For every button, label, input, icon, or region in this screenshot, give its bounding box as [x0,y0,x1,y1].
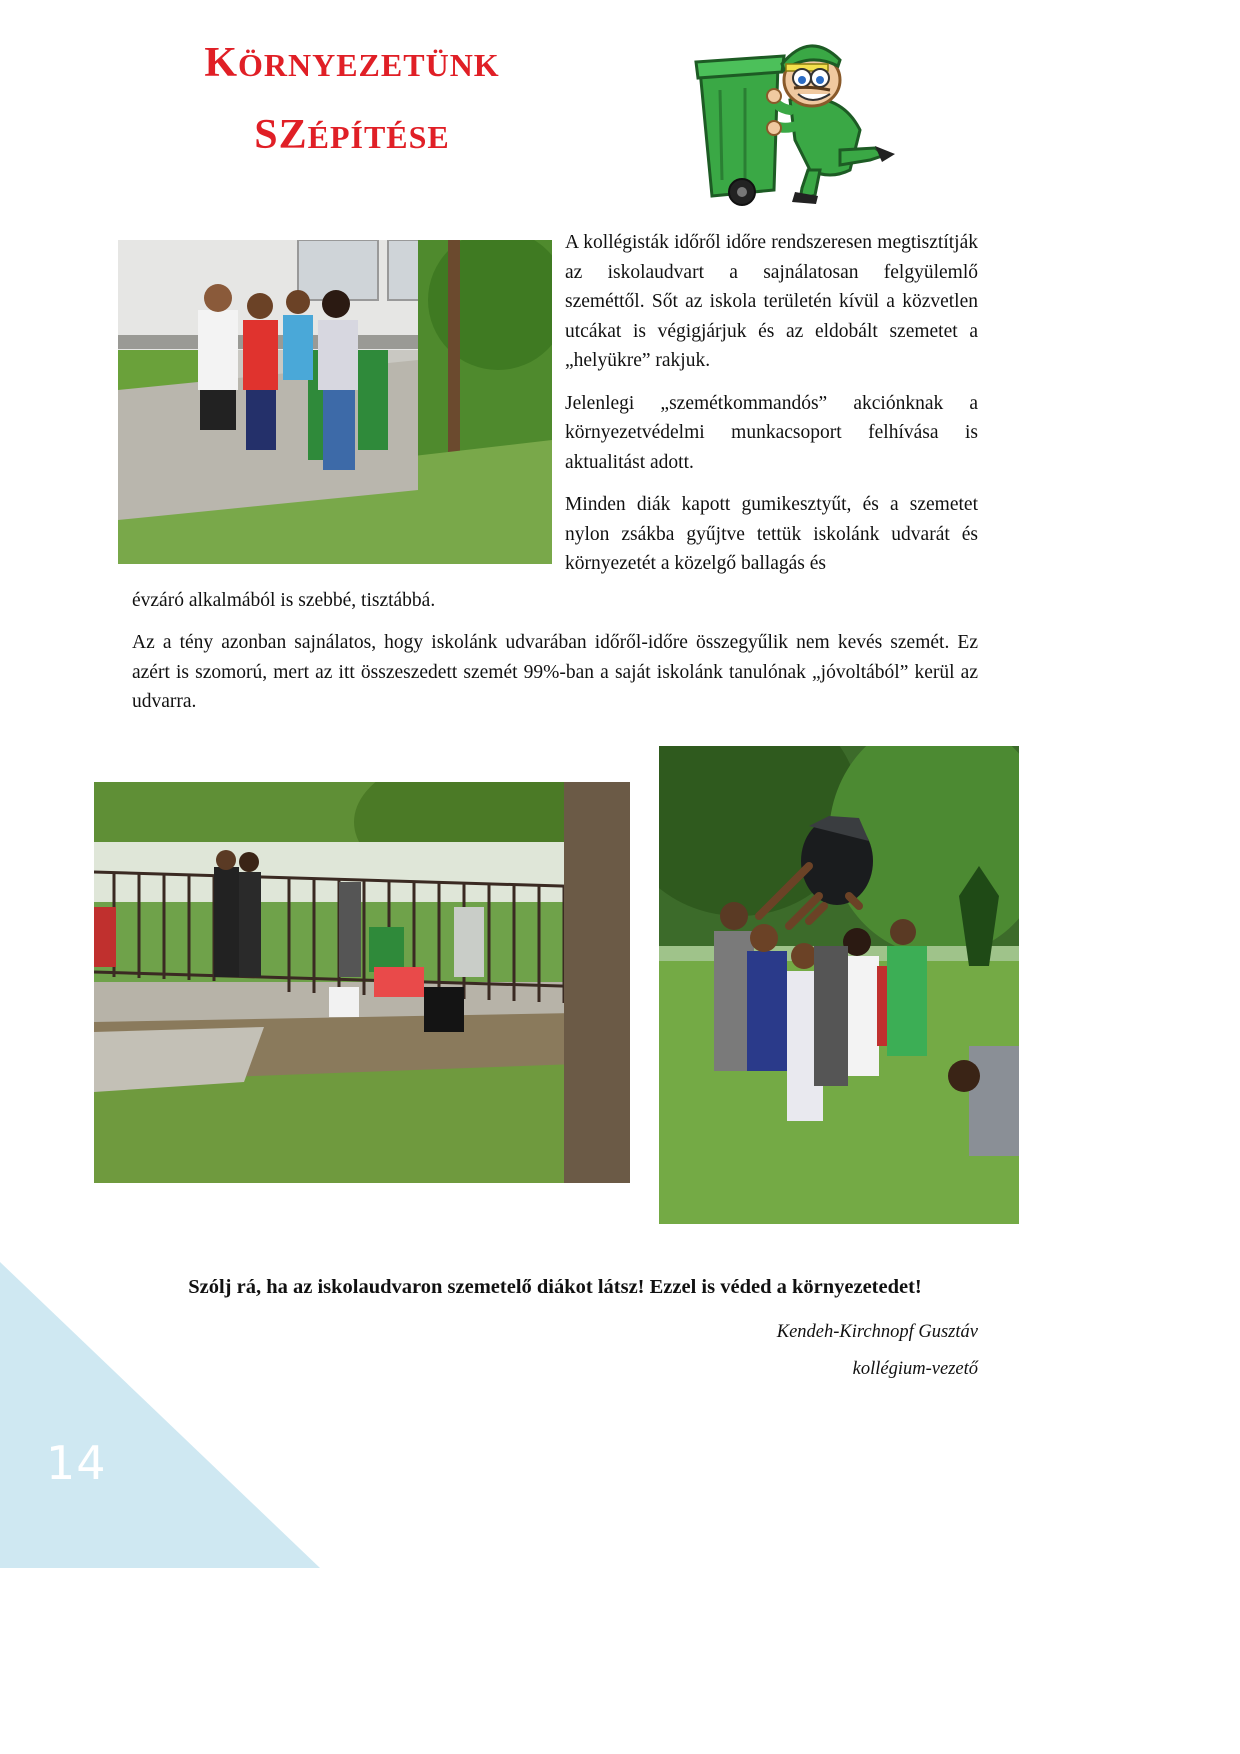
paragraph-2: Jelenlegi „szemétkommandós” akciónknak a környezetvédelmi munkacsoport felhívása is aktualitást adott. [565,392,978,473]
photo-students-yard-bins [118,240,552,564]
title-initial-1: K [204,40,238,86]
title-initial-2: SZ [254,112,308,158]
title-line-2 [132,100,572,172]
photo-students-fence-collecting [94,782,630,1183]
signature-name: Kendeh-Kirchnopf Gusztáv [776,1322,978,1342]
page-number: 14 [46,1436,107,1490]
paragraph-3-start: Minden diák kapott gumikesztyűt, és a szemetet nylon zsákba gyűjtve tettük iskolánk udvarát és környezetét a közelgő ballagás és [565,494,978,574]
signature-role: kollégium-vezető [852,1359,978,1379]
paragraph-3-end: évzáró alkalmából is szebbé, tisztábbá. [132,590,436,611]
paragraph-1: A kollégisták időről időre rendszeresen megtisztítják az iskolaudvart a sajnálatosan felgyülemlő szeméttől. Sőt az iskola területén kívül a közvetlen utcákat is végigjárjuk és az eldobált szemetet a „helyükre” rakjuk. [565,232,978,371]
corner-decoration [0,1262,320,1568]
slogan: Szólj rá, ha az iskolaudvaron szemetelő diákot látsz! Ezzel is véded a környezetedet! [188,1276,922,1298]
title-line-1 [132,28,572,100]
paragraph-4: Az a tény azonban sajnálatos, hogy iskolánk udvarában időről-időre összegyűlik nem kevés szemét. Ez azért is szomorú, mert az itt összeszedett szemét 99%-ban a saját iskolánk tanulónak „jóvoltából” kerül az udvarra. [132,632,978,712]
title-rest-1: ÖRNYEZETÜNK [237,47,500,83]
article-title [132,28,572,172]
photo-students-holding-bag [659,746,1019,1224]
intro-column [565,228,978,579]
title-rest-2: ÉPÍTÉSE [307,119,450,155]
trash-bin-mascot-icon [690,30,900,210]
